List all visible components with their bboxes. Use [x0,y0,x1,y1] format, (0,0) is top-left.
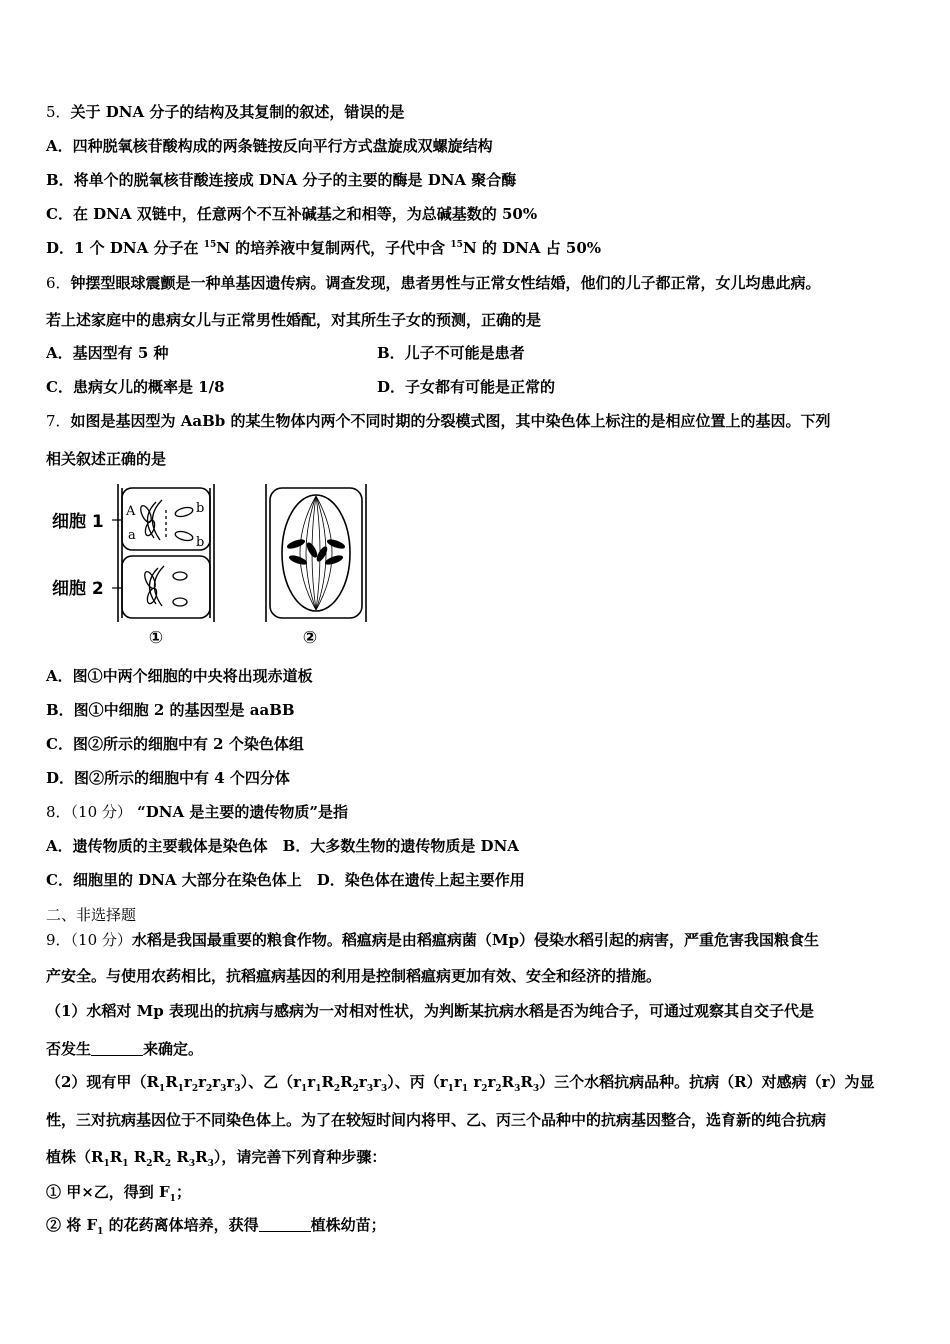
q6-stem-line1: 6．钟摆型眼球震颤是一种单基因遗传病。调查发现，患者男性与正常女性结婚，他们的儿子都正常，女儿均患此病。 [46,274,821,292]
gene-a-label: a [128,528,136,543]
q9-part2-line3: 植株（$R_1R_1$ $R_2R_2$ $R_3R_3$），请完善下列育种步骤： [46,1148,387,1169]
figure-2-label: ② [302,628,318,648]
q7-stem-line1: 7．如图是基因型为 AaBb 的某生物体内两个不同时期的分裂模式图，其中染色体上标注的是相应位置上的基因。下列 [46,412,831,430]
q5-option-c: C．在 DNA 双链中，任意两个不互补碱基之和相等，为总碱基数的 50% [46,205,538,223]
q9-step-2: ② 将 $F_1$ 的花药离体培养，获得 植株幼苗； [46,1216,386,1237]
q9-stem-line2: 产安全。与使用农药相比，抗稻瘟病基因的利用是控制稻瘟病更加有效、安全和经济的措施。 [46,967,662,985]
q7-stem-line2: 相关叙述正确的是 [46,450,167,468]
section-heading: 二、非选择题 [46,906,137,924]
q9-step-1: ① 甲×乙，得到 $F_1$； [46,1183,191,1204]
cell-division-figure [46,480,376,650]
q7-option-c: C．图②所示的细胞中有 2 个染色体组 [46,735,304,753]
q9-part2-line1: （2）现有甲$(R_1R_1r_2r_2r_3r_3)$、乙$(r_1r_1R_2R_2r_3r_3)$、丙（$r_1r_1$ $r_2r_2R_3R_3$）三个水稻抗病品种。抗病（R）对感病（r）为显 [46,1073,875,1094]
q8-option-b: B．大多数生物的遗传物质是 DNA [282,837,519,855]
q6-option-b: B．儿子不可能是患者 [377,344,525,362]
q8-option-c: C．细胞里的 DNA 大部分在染色体上 [46,871,302,889]
q8-stem: 8．（10 分） “DNA 是主要的遗传物质”是指 [46,803,348,821]
q9-part2-line2: 性，三对抗病基因位于不同染色体上。为了在较短时间内将甲、乙、丙三个品种中的抗病基因整合，选育新的纯合抗病 [46,1111,827,1129]
gene-A-label: A [126,504,136,519]
q7-option-a: A．图①中两个细胞的中央将出现赤道板 [46,667,313,685]
q5-option-a: A．四种脱氧核苷酸构成的两条链按反向平行方式盘旋成双螺旋结构 [46,137,493,155]
q9-stem-line1: 9．（10 分）水稻是我国最重要的粮食作物。稻瘟病是由稻瘟病菌（Mp）侵染水稻引起的病害，严重危害我国粮食生 [46,931,820,949]
cell-2-label: 细胞 2 [52,579,104,599]
answer-blank-2[interactable] [259,1217,311,1232]
cell-division-diagram [46,480,376,650]
gene-b-label-2: b [196,535,205,550]
q5-stem: 5．关于 DNA 分子的结构及其复制的叙述，错误的是 [46,103,405,121]
q6-stem-line2: 若上述家庭中的患病女儿与正常男性婚配，对其所生子女的预测，正确的是 [46,311,542,329]
gene-b-label-1: b [196,501,205,516]
q8-options-ab [46,836,519,856]
q5-option-b: B．将单个的脱氧核苷酸连接成 DNA 分子的主要的酶是 DNA 聚合酶 [46,171,517,189]
q6-option-a: A．基因型有 5 种 [46,344,169,362]
q9-part1-line1: （1）水稻对 Mp 表现出的抗病与感病为一对相对性状，为判断某抗病水稻是否为纯合子，可通过观察其自交子代是 [46,1002,814,1020]
q7-option-d: D．图②所示的细胞中有 4 个四分体 [46,769,290,787]
q9-part1-line2: 否发生 来确定。 [46,1040,204,1058]
q6-option-d: D．子女都有可能是正常的 [377,378,556,396]
figure-1-label: ① [148,628,164,648]
q5-option-d: D．1 个 DNA 分子在 $^{15}$N 的培养液中复制两代，子代中含 $^{15}$N 的 DNA 占 50% [46,239,602,257]
answer-blank-1[interactable] [91,1041,143,1056]
cell-1-label: 细胞 1 [52,512,104,532]
q7-option-b: B．图①中细胞 2 的基因型是 aaBB [46,701,295,719]
q8-options-cd [46,870,525,890]
q6-option-c: C．患病女儿的概率是 1/8 [46,378,225,396]
q8-option-d: D．染色体在遗传上起主要作用 [316,871,525,889]
q8-option-a: A．遗传物质的主要载体是染色体 [46,837,268,855]
